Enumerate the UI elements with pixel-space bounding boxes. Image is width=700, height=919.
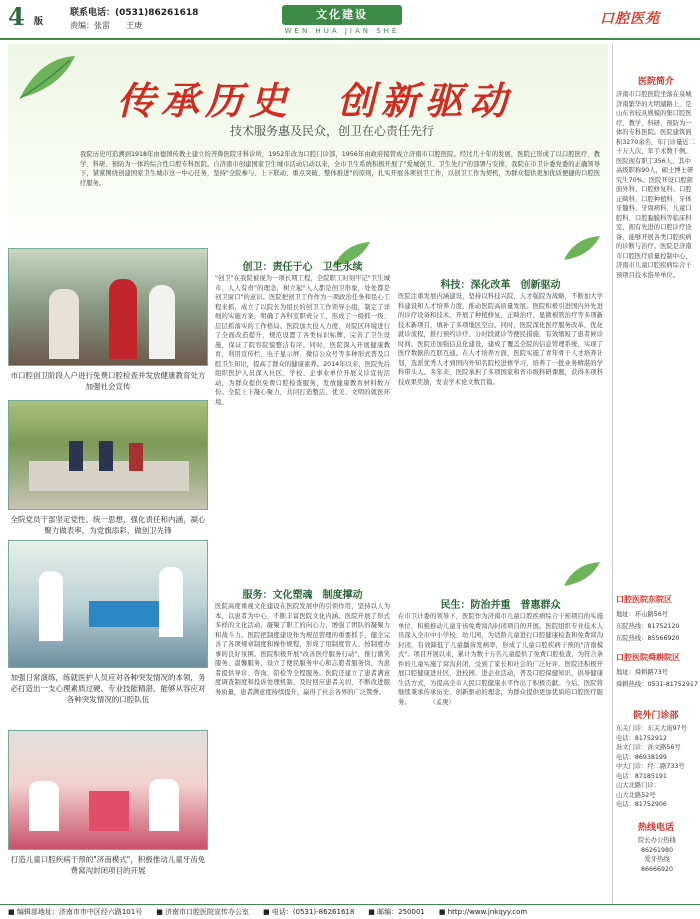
east-campus-title: 口腔医院东院区 [616,595,672,604]
branch-clinic-line: 泺文门诊：泺文路56号 [616,744,681,751]
hotline-line: 爱牙热线 [644,856,670,863]
photo-caption-4: 打造儿童口腔疾病干预的"济南模式"，积极推动儿童牙齿免费窝沟封闭项目的开展 [10,855,206,875]
column-pinyin: WEN HUA JIAN SHE [284,27,400,35]
brand-title: 口腔医苑 [600,11,660,27]
leaf-decoration-icon [560,560,604,590]
photo-caption-2: 全院党员干部坚定党性、统一思想，强化责任和内涵，凝心聚力做表率，为党旗添彩、做创卫先锋 [10,515,206,535]
hotline-title: 热线电话 [637,823,674,833]
photo-caption-3: 加强日常演练，练就医护人员应对各种突发情况的本领，务必打造出一支心理素质过硬、专业技能精湛、能够从容应对各种突发情况的口腔队伍 [10,673,206,704]
branch-clinic-line: 东关门诊：东关大街97号 [616,725,687,732]
editor-line: 责编：张雷 王庚 [70,21,142,30]
page-footer: ■ 编辑部地址：济南市市中区经六路101号 ■ 济南市口腔医院宣传办公室 ■ 电话：(0531)-86261618 ■ 邮编：250001 ■ http://www.jnkqyy.com [0,904,700,919]
branch-clinic-line: 中大门诊：经二路733号 [616,763,685,770]
sidebar-intro-text: 济南市口腔医院坐落在泉城济南繁华的大明湖路上，是山东省较具规模的集口腔医疗、教学、科研、预防为一体的专科医院。医院建筑面积3270余名，年门诊量近二十万人次，年手术数千例。医院现有职工356人，其中高级职称90人，硕士博士研究生70%。医院开设口腔颌面外科、口腔修复科、口腔正畸科、口腔种植科、牙体牙髓科、牙周病科、儿童口腔科、口腔黏膜科等临床科室，拥有先进的口腔诊疗设备，能够开展各类口腔疾病的诊断与治疗。医院是济南市口腔医疗质量控制中心、济南市儿童口腔疾病综合干预项目技术指导单位。 [616,91,695,279]
branch-clinic-line: 山大北路52号 [616,791,656,799]
hotline-line: 86261980 [640,846,674,854]
east-campus-tel-1: 东院热线：81752120 [616,623,680,630]
branch-clinics-title: 院外门诊部 [633,711,679,721]
section-title-3: 服务：文化塑魂 制度撑动 [242,590,363,601]
section-body-2: 医院注重发展内涵建设，坚持以科技兴院、人才强院为战略，不断加大学科建设和人才培养力度，推动医院高质量发展。医院积极引进国内外先进的诊疗设备和技术，开展了种植修复、正畸治疗、显微根管治疗等多项新技术新项目，填补了多项地区空白。同时，医院深化医疗服务改革，优化就诊流程，推行预约诊疗、分时段就诊等便民措施，有效缩短了患者候诊时间。医院还加强信息化建设，建成了覆盖全院的信息管理系统，实现了医疗数据的互联互通。在人才培养方面，医院实施了青年骨干人才培养计划，选派优秀人才到国内外知名院校进修学习，培养了一批业务精湛的学科带头人。多年来，医院承担了多项国家和省市级科研课题，获得多项科技成果奖励，发表学术论文数百篇。 [398,293,603,386]
branch-clinic-line: 电话：87185191 [616,772,667,780]
section-body-4: 在市卫计委的领导下，医院作为济南市儿童口腔疾病综合干预项目的实施单位，积极推动儿童牙齿免费窝沟封闭项目的开展。医院组织专业技术人员深入全市中小学校、幼儿园，为适龄儿童进行口腔健康检查和免费窝沟封闭，有效降低了儿童龋齿发病率，形成了儿童口腔疾病干预的"济南模式"。项目开展以来，累计为数十万名儿童提供了免费口腔检查，为符合条件的儿童实施了窝沟封闭，受到了家长和社会的广泛好评。医院还积极开展口腔健康进社区、进校园、进企业活动，普及口腔保健知识，倡导健康生活方式，为提高全市人民口腔健康水平作出了积极贡献。今后，医院将继续秉承传承历史、创新驱动的理念，为群众提供更加优质的口腔医疗服务。 （孟庚） [398,613,603,706]
leaf-decoration-icon [10,48,80,108]
section-title-4: 民生：防治并重 普惠群众 [440,600,561,611]
sidebar-intro-title: 医院简介 [637,77,674,87]
hotline-line: 86666920 [640,865,674,873]
intro-paragraph: 我院历史可追溯到1918年由德国传教士建立的齐鲁医院牙科诊所，1952年改为口腔门诊部，1956年由政府接管成立济南市口腔医院。经过几十年的发展，医院已形成了以口腔医疗、教学、科研、预防为一体的综合性口腔专科医院。自济南市创建国家卫生城市活动启动以来，全市卫生系统积极开展了"爱城创卫、卫生先行"的部署与安排，我院在市卫计委党委的正确领导下，紧紧围绕创建国家卫生城市这一中心任务，坚持"全院参与、上下联动、重点突破、整体推进"的原则，扎实开展各项创卫工作，以创卫工作为契机，为群众提供更加优质便捷的口腔医疗服务。 [80,151,600,187]
page-suffix: 版 [34,17,44,27]
shungeng-campus-title: 口腔医院舜耕院区 [616,653,680,662]
leaf-decoration-icon [560,234,604,264]
photo-emergency-drill [8,540,208,668]
section-title-2: 科技：深化改革 创新驱动 [440,280,561,291]
shungeng-campus-address: 地址：舜耕路73号 [616,669,669,676]
column-title: 文化建设 [282,5,402,25]
photo-household-check [8,248,208,366]
branch-clinic-line: 电话：86938199 [616,753,667,761]
section-body-3: 医院高度重视文化建设在医院发展中的引领作用，坚持以人为本，以患者为中心，不断丰富医院文化内涵。医院开展了形式多样的文化活动，凝聚了职工的向心力，增强了团队的凝聚力和战斗力。医院把制度建设作为规范管理的重要抓手，健全完善了各项规章制度和操作规程，形成了用制度管人、按制度办事的良好氛围。医院积极开展"改善医疗服务行动"，推行微笑服务、温馨服务，设立了便民服务中心和志愿者服务岗，为患者提供导诊、咨询、陪检等全程服务。医院还建立了患者满意度调查制度和投诉处理机制，及时回应患者关切，不断改进服务质量，患者满意度持续提升，赢得了社会各界的广泛赞誉。 [215,603,390,696]
branch-clinic-line: 电话：81752912 [616,734,667,742]
contact-phone: 联系电话：(0531)86261618 [70,8,199,18]
hero-title: 传承历史 创新驱动 [116,78,513,123]
page-number: 4 [8,2,25,31]
photo-children-sealing [8,730,208,850]
shungeng-campus-tel: 舜耕热线：0531-81752917 [616,681,698,688]
hotline-list [616,836,698,874]
section-title-1: 创卫：责任于心 卫生永续 [242,262,363,273]
branch-clinic-line: 山大北路门诊： [616,782,661,789]
branch-clinic-line: 电话：81752906 [616,801,667,808]
branch-clinics-list [616,724,698,810]
hotline-line: 院长办公热线 [638,837,676,844]
east-campus-tel-2: 东院热线：85566920 [616,635,680,642]
section-body-1: "创卫"在我院被视为一项长期工程，全院职工时刻牢记"卫生城市、人人有责"的理念，树立起"人人都是创卫形象，处处都是创卫窗口"的意识。医院把创卫工作作为一项政治任务和民心工程来抓，成立了以院长为组长的创卫工作领导小组，制定了详细的实施方案，明确了各科室职责分工，形成了一级抓一级、层层抓落实的工作格局。医院加大投入力度，对院区环境进行了全面改造提升，规范设置了各类标识标牌，完善了卫生设施，保证了院容院貌整洁有序。同时，医院深入开展健康教育，利用宣传栏、电子显示屏、微信公众号等多种形式普及口腔卫生知识，提高了群众的健康素养。2014年以来，医院先后组织医护人员深入社区、学校、企事业单位开展义诊宣传活动，为群众提供免费口腔检查服务，发放健康教育材料数万份。全院上下凝心聚力，共同打造整洁、优美、文明的就医环境。 [215,275,390,406]
east-campus-address: 地址：环山路56号 [616,611,669,618]
photo-caption-1: 市口腔创卫阶段入户进行免费口腔检查并发放健康教育处方加强社会宣传 [10,371,206,391]
hero-subtitle: 技术服务惠及民众，创卫在心责任先行 [230,124,435,138]
photo-party-members [8,400,208,510]
